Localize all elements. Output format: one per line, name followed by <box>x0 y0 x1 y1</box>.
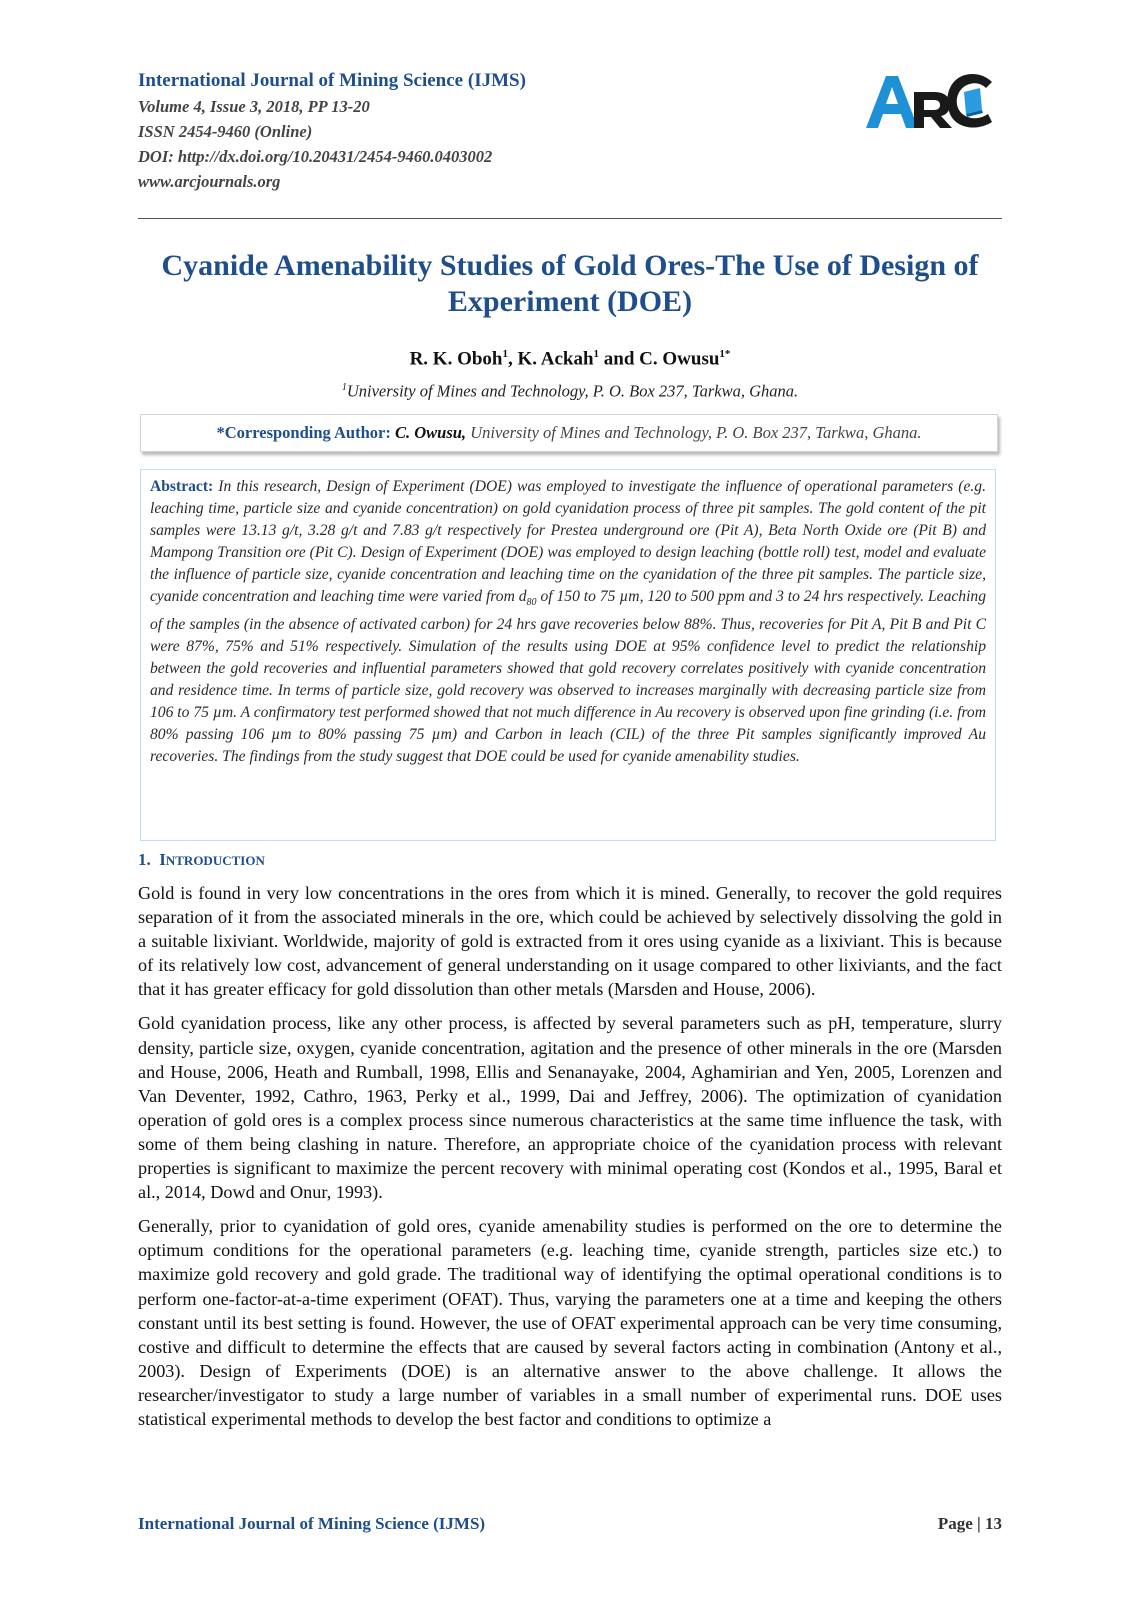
author-list <box>138 341 1002 372</box>
affiliation-marker: 1 <box>593 348 600 360</box>
corresponding-author-box <box>140 414 998 452</box>
corresponding-name: C. Owusu, <box>394 423 467 442</box>
author-name: R. K. Oboh <box>409 348 503 370</box>
body-paragraph: Gold cyanidation process, like any other process, is affected by several parameters such as pH, temperature, slurry density, particle size, oxygen, cyanide concentration, agitation and the presence of other minerals in the ore (Marsden and House, 2006, Heath and Rumball, 1998, Ellis and Senanayake, 2004, Aghamirian and Yen, 2005, Lorenzen and Van Deventer, 1992, Cathro, 1963, Perky et al., 1999, Dai and Jeffrey, 2006). The optimization of cyanidation operation of gold ores is a complex process since numerous characteristics at the same time influence the task, with some of them being clashing in nature. Therefore, an appropriate choice of the cyanidation process with relevant properties is significant to maximize the percent recovery with minimal operating cost (Kondos et al., 1995, Baral et al., 2014, Dowd and Onur, 1993). <box>138 1013 1002 1203</box>
affiliation-text: University of Mines and Technology, P. O. Box 237, Tarkwa, Ghana. <box>346 381 799 401</box>
corresponding-label: *Corresponding Author: <box>216 423 391 442</box>
body-paragraph: Gold is found in very low concentrations in the ores from which it is mined. Generally, to recover the gold requires separation of it from the associated minerals in the ore, which could be achieved by selectively dissolving the gold in a suitable lixiviant. Worldwide, majority of gold is extracted from it ores using cyanide as a lixiviant. This is because of its relatively low cost, advancement of general understanding on it usage compared to other lixiviants, and the fact that it has greater efficacy for gold dissolution than other metals (Marsden and House, 2006). <box>138 883 1002 1000</box>
section-initial: I <box>159 850 166 869</box>
body-paragraph: Generally, prior to cyanidation of gold ores, cyanide amenability studies is performed on the ore to determine the optimum conditions for the operational parameters (e.g. leaching time, cyanide strength, particles size etc.) to maximize gold recovery and gold grade. The traditional way of identifying the optimal operational conditions is to perform one-factor-at-a-time experiment (OFAT). Thus, varying the parameters one at a time and keeping the others constant until its best setting is found. However, the use of OFAT experimental approach can be very time consuming, costive and difficult to determine the effects that are caused by several factors acting in combination (Antony et al., 2003). Design of Experiments (DOE) is an alternative answer to the above challenge. It allows the researcher/investigator to study a large number of variables in a small number of experimental runs. DOE uses statistical experimental methods to develop the best factor and conditions to optimize a <box>138 1216 1002 1429</box>
section-title-rest: NTRODUCTION <box>165 853 265 868</box>
affiliation <box>138 376 1002 404</box>
footer-page-number: Page | 13 <box>937 1514 1002 1533</box>
author-separator: , <box>508 348 518 370</box>
affiliation-marker: 1 <box>341 382 347 393</box>
affiliation-marker: 1* <box>719 348 731 360</box>
corresponding-address: University of Mines and Technology, P. O. Box 237, Tarkwa, Ghana. <box>470 423 922 442</box>
author-separator: and <box>599 348 640 370</box>
journal-header <box>138 68 778 194</box>
abstract-text: In this research, Design of Experiment (DOE) was employed to investigate the influence of operational parameters (e.g. leaching time, particle size and cyanide concentration) on gold cyanidation process of three pit samples. The gold content of the pit samples were 13.13 g/t, 3.28 g/t and 7.83 g/t respectively for Prestea underground ore (Pit A), Beta North Oxide ore (Pit B) and Mampong Transition ore (Pit C). Design of Experiment (DOE) was employed to design leaching (bottle roll) test, model and evaluate the influence of particle size, cyanide concentration and leaching time on the cyanidation of the three pit samples. The particle size, cyanide concentration and leaching time were varied from d <box>150 478 986 605</box>
arc-logo <box>864 66 1002 136</box>
journal-doi: DOI: http://dx.doi.org/10.20431/2454-9460.0403002 <box>138 147 493 166</box>
abstract-text: of 150 to 75 µm, 120 to 500 ppm and 3 to 24 hrs respectively. Leaching of the samples (in the absence of activated carbon) for 24 hrs gave recoveries below 88%. Thus, recoveries for Pit A, Pit B and Pit C were 87%, 75% and 51% respectively. Simulation of the results using DOE at 95% confidence level to predict the relationship between the gold recoveries and influential parameters showed that gold recovery correlates positively with cyanide concentration and residence time. In terms of particle size, gold recovery was observed to increases marginally with decreasing particle size from 106 to 75 µm. A confirmatory test performed showed that not much difference in Au recovery is observed upon fine grinding (i.e. from 80% passing 106 µm to 80% passing 75 µm) and Carbon in leach (CIL) of the three Pit samples significantly improved Au recoveries. The findings from the study suggest that DOE could be used for cyanide amenability studies. <box>150 588 987 766</box>
author-name: K. Ackah <box>517 348 594 370</box>
body-text <box>138 881 1002 1441</box>
affiliation-marker: 1 <box>502 348 508 360</box>
section-heading <box>138 849 265 872</box>
abstract-label: Abstract: <box>150 478 214 495</box>
journal-name: International Journal of Mining Science (IJMS) <box>138 70 526 91</box>
journal-volume: Volume 4, Issue 3, 2018, PP 13-20 <box>138 97 370 116</box>
journal-website: www.arcjournals.org <box>138 172 281 191</box>
paper-title: Cyanide Amenability Studies of Gold Ores-The Use of Design of Experiment (DOE) <box>161 249 979 318</box>
author-name: C. Owusu <box>639 348 720 370</box>
abstract-box <box>140 469 996 841</box>
header-divider <box>138 218 1002 219</box>
section-number: 1. <box>138 850 151 869</box>
footer-journal: International Journal of Mining Science (IJMS) <box>138 1514 486 1533</box>
abstract-subscript: 80 <box>526 597 537 609</box>
journal-issn: ISSN 2454-9460 (Online) <box>138 122 313 141</box>
